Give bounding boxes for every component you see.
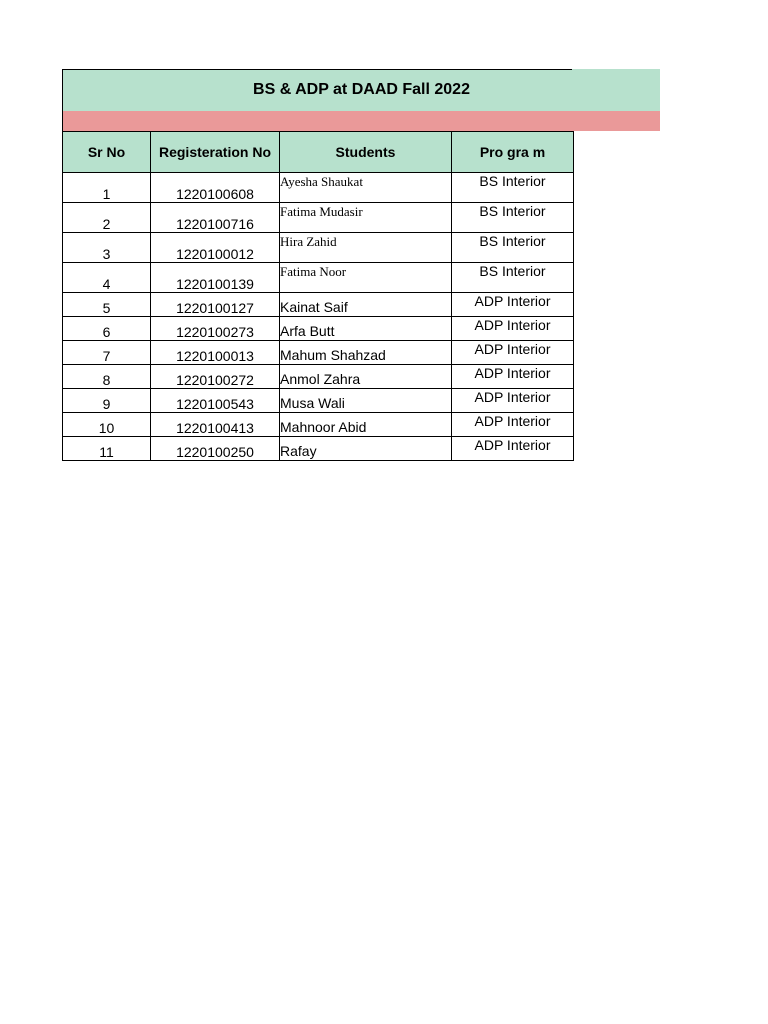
cell-student: Musa Wali	[280, 389, 452, 413]
cell-student: Hira Zahid	[280, 233, 452, 263]
cell-program: ADP Interior	[452, 365, 574, 389]
cell-registration-no: 1220100272	[151, 365, 280, 389]
table-row	[63, 263, 574, 293]
pink-separator-band	[63, 111, 660, 131]
cell-student: Kainat Saif	[280, 293, 452, 317]
cell-program: ADP Interior	[452, 317, 574, 341]
cell-sr-no: 9	[63, 389, 151, 413]
table-row	[63, 293, 574, 317]
cell-sr-no: 4	[63, 263, 151, 293]
header-registration-no: Registeration No	[151, 132, 280, 173]
header-program: Pro gra m	[452, 132, 574, 173]
cell-program: BS Interior	[452, 173, 574, 203]
table-row	[63, 365, 574, 389]
table-row	[63, 317, 574, 341]
cell-sr-no: 2	[63, 203, 151, 233]
cell-registration-no: 1220100127	[151, 293, 280, 317]
cell-program: ADP Interior	[452, 437, 574, 461]
cell-student: Fatima Mudasir	[280, 203, 452, 233]
cell-program: ADP Interior	[452, 389, 574, 413]
table-row	[63, 203, 574, 233]
cell-sr-no: 3	[63, 233, 151, 263]
cell-registration-no: 1220100608	[151, 173, 280, 203]
cell-sr-no: 11	[63, 437, 151, 461]
cell-program: BS Interior	[452, 233, 574, 263]
cell-sr-no: 6	[63, 317, 151, 341]
header-row	[63, 132, 574, 173]
table-row	[63, 389, 574, 413]
sheet-title: BS & ADP at DAAD Fall 2022	[253, 81, 470, 98]
cell-student: Rafay	[280, 437, 452, 461]
cell-sr-no: 10	[63, 413, 151, 437]
cell-registration-no: 1220100012	[151, 233, 280, 263]
cell-student: Anmol Zahra	[280, 365, 452, 389]
cell-registration-no: 1220100013	[151, 341, 280, 365]
cell-sr-no: 5	[63, 293, 151, 317]
cell-registration-no: 1220100250	[151, 437, 280, 461]
cell-student: Mahnoor Abid	[280, 413, 452, 437]
header-students: Students	[280, 132, 452, 173]
table-row	[63, 173, 574, 203]
cell-sr-no: 1	[63, 173, 151, 203]
cell-registration-no: 1220100413	[151, 413, 280, 437]
cell-student: Fatima Noor	[280, 263, 452, 293]
cell-program: ADP Interior	[452, 341, 574, 365]
cell-registration-no: 1220100139	[151, 263, 280, 293]
table-row	[63, 437, 574, 461]
cell-program: BS Interior	[452, 203, 574, 233]
table-row	[63, 341, 574, 365]
cell-program: ADP Interior	[452, 293, 574, 317]
cell-sr-no: 7	[63, 341, 151, 365]
cell-registration-no: 1220100543	[151, 389, 280, 413]
cell-sr-no: 8	[63, 365, 151, 389]
cell-student: Mahum Shahzad	[280, 341, 452, 365]
table-row	[63, 233, 574, 263]
cell-student: Ayesha Shaukat	[280, 173, 452, 203]
header-sr-no: Sr No	[63, 132, 151, 173]
cell-program: BS Interior	[452, 263, 574, 293]
cell-program: ADP Interior	[452, 413, 574, 437]
student-table	[62, 131, 574, 461]
cell-student: Arfa Butt	[280, 317, 452, 341]
cell-registration-no: 1220100273	[151, 317, 280, 341]
table-row	[63, 413, 574, 437]
cell-registration-no: 1220100716	[151, 203, 280, 233]
